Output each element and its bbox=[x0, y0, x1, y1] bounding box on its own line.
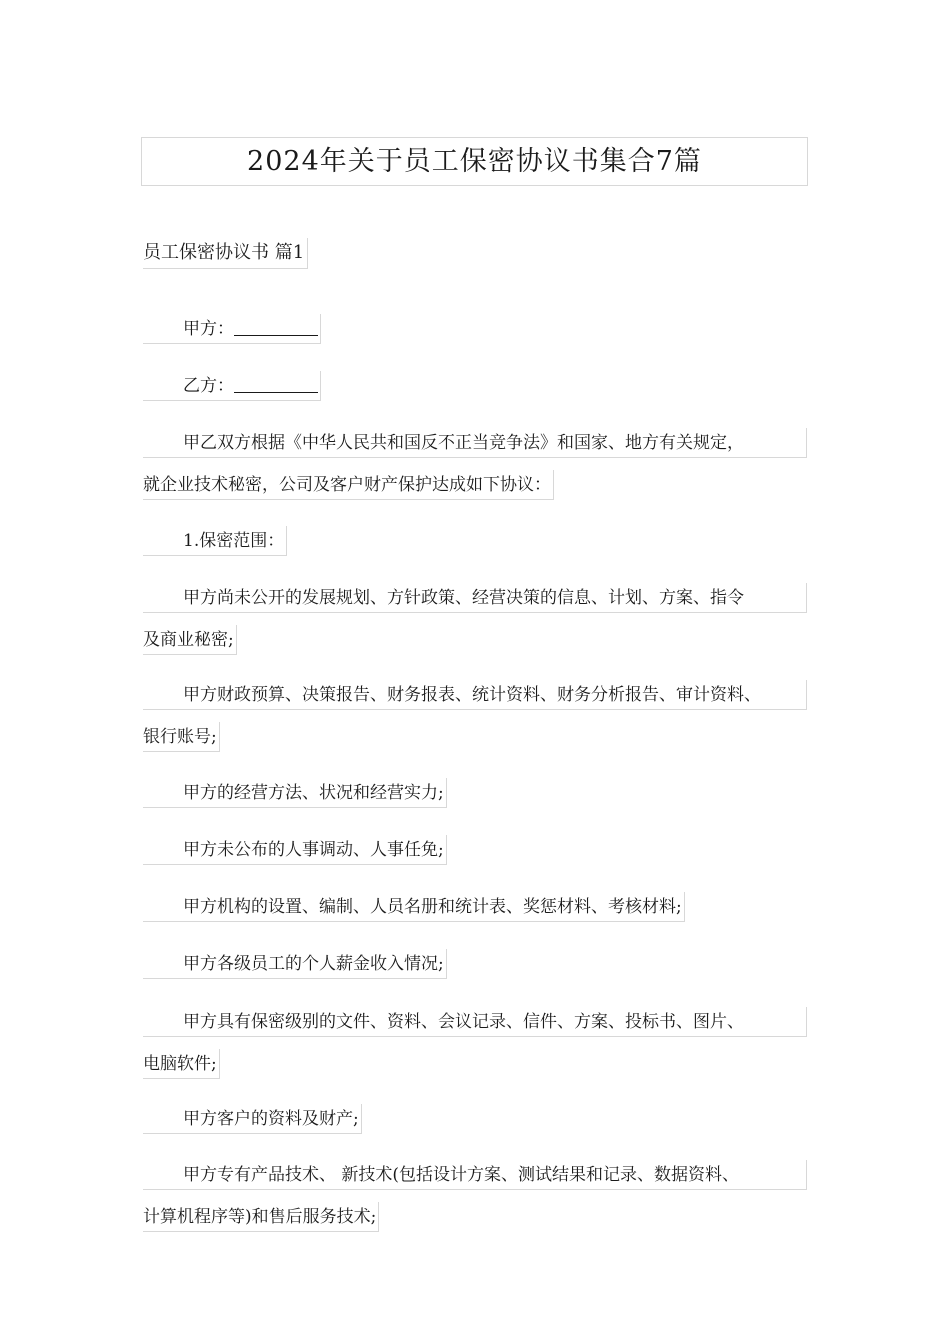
party-b-blank bbox=[234, 372, 318, 393]
scope-item-line: 甲方尚未公开的发展规划、方针政策、经营决策的信息、计划、方案、指令 bbox=[143, 583, 807, 613]
scope-item-line: 甲方各级员工的个人薪金收入情况; bbox=[143, 949, 447, 979]
scope-item-3 bbox=[143, 774, 807, 816]
scope-item-5 bbox=[143, 888, 807, 930]
section-heading: 员工保密协议书 篇1 bbox=[143, 238, 308, 269]
scope-item-line: 甲方具有保密级别的文件、资料、会议记录、信件、方案、投标书、图片、 bbox=[143, 1007, 807, 1037]
scope-item-2 bbox=[143, 676, 807, 760]
scope-item-line: 甲方的经营方法、状况和经营实力; bbox=[143, 778, 447, 808]
scope-item-7 bbox=[143, 1003, 807, 1087]
scope-item-line: 电脑软件; bbox=[143, 1049, 220, 1079]
party-a-label: 甲方： bbox=[183, 319, 234, 339]
intro-line-2: 就企业技术秘密，公司及客户财产保护达成如下协议： bbox=[143, 470, 554, 500]
scope-item-line: 甲方机构的设置、编制、人员名册和统计表、奖惩材料、考核材料; bbox=[143, 892, 685, 922]
party-a-line bbox=[143, 314, 321, 344]
scope-item-line: 甲方财政预算、决策报告、财务报表、统计资料、财务分析报告、审计资料、 bbox=[143, 680, 807, 710]
party-a-paragraph bbox=[143, 310, 807, 352]
intro-paragraph bbox=[143, 424, 807, 508]
scope-item-9 bbox=[143, 1156, 807, 1240]
party-b-paragraph bbox=[143, 367, 807, 409]
scope-item-line: 甲方未公布的人事调动、人事任免; bbox=[143, 835, 447, 865]
scope-item-6 bbox=[143, 945, 807, 987]
scope-item-line: 计算机程序等)和售后服务技术; bbox=[143, 1202, 379, 1232]
document-title: 2024年关于员工保密协议书集合7篇 bbox=[141, 137, 808, 186]
scope-heading-paragraph bbox=[143, 522, 807, 564]
party-a-blank bbox=[234, 315, 318, 336]
intro-line-1: 甲乙双方根据《中华人民共和国反不正当竞争法》和国家、地方有关规定， bbox=[143, 428, 807, 458]
party-b-line bbox=[143, 371, 321, 401]
party-b-label: 乙方： bbox=[183, 376, 234, 396]
scope-item-8 bbox=[143, 1100, 807, 1142]
scope-item-line: 银行账号; bbox=[143, 722, 220, 752]
scope-item-line: 及商业秘密; bbox=[143, 625, 237, 655]
scope-item-line: 甲方客户的资料及财产; bbox=[143, 1104, 362, 1134]
scope-item-line: 甲方专有产品技术、 新技术(包括设计方案、测试结果和记录、数据资料、 bbox=[143, 1160, 807, 1190]
scope-heading: 1.保密范围： bbox=[143, 526, 287, 556]
scope-item-1 bbox=[143, 579, 807, 663]
scope-item-4 bbox=[143, 831, 807, 873]
